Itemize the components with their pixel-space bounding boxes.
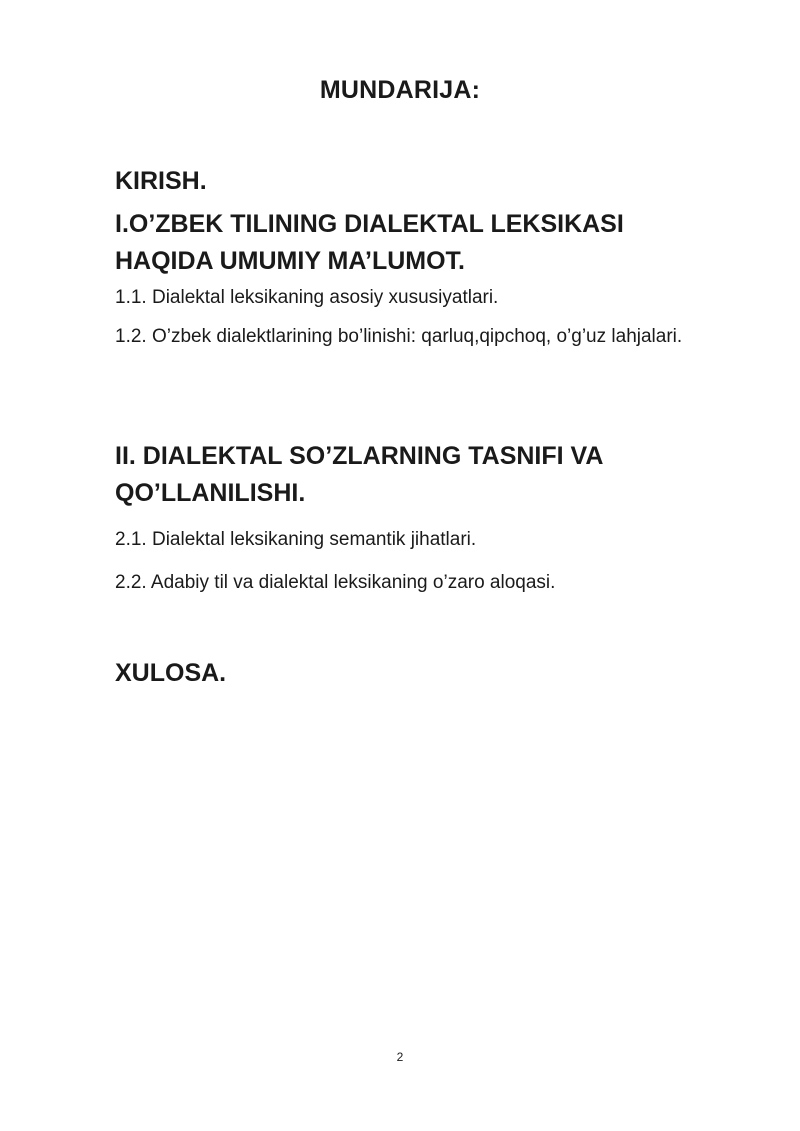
toc-item-2-1: 2.1. Dialektal leksikaning semantik jihatlari. <box>115 529 477 550</box>
toc-heading-conclusion: XULOSA. <box>115 659 227 687</box>
page-number: 2 <box>396 1050 404 1064</box>
toc-heading-introduction: KIRISH. <box>115 167 207 195</box>
toc-item-1-1: 1.1. Dialektal leksikaning asosiy xususiyatlari. <box>115 287 499 308</box>
toc-heading-section-1: I.O’ZBEK TILINING DIALEKTAL LEKSIKASI HAQIDA UMUMIY MA’LUMOT. <box>115 210 624 275</box>
page-title: MUNDARIJA: <box>319 76 481 104</box>
toc-heading-section-2: II. DIALEKTAL SO’ZLARNING TASNIFI VA QO’LLANILISHI. <box>115 442 603 507</box>
toc-item-2-2: 2.2. Adabiy til va dialektal leksikaning o’zaro aloqasi. <box>115 572 556 593</box>
toc-item-1-2: 1.2. O’zbek dialektlarining bo’linishi: qarluq,qipchoq, o’g’uz lahjalari. <box>115 326 683 347</box>
